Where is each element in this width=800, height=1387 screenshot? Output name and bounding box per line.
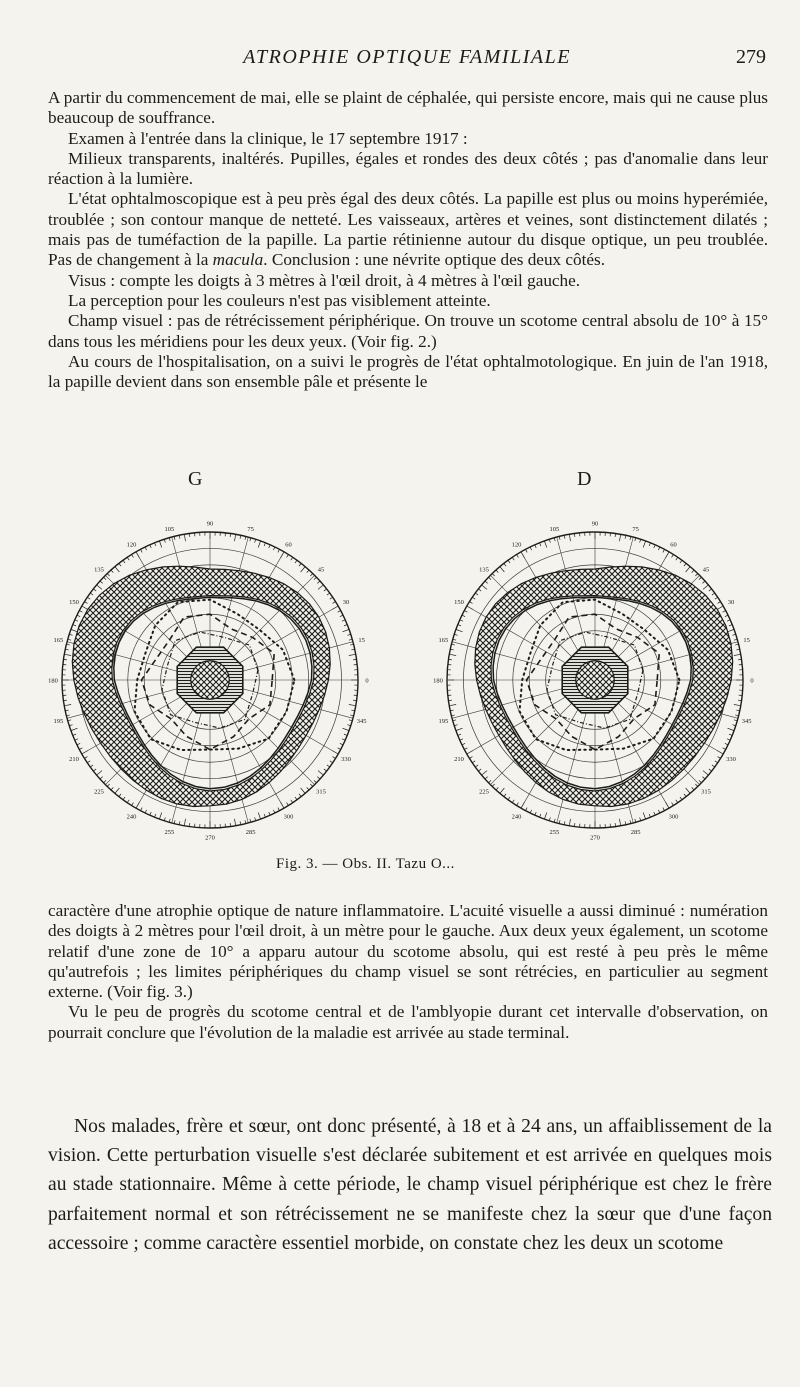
paragraph: Champ visuel : pas de rétrécissement périphérique. On trouve un scotome central absolu de 10° à 15° dans tous les méridiens pour les deux yeux. (Voir fig. 2.): [48, 311, 768, 351]
meridian-label: 15: [743, 636, 750, 644]
meridian-label: 45: [702, 566, 710, 574]
meridian-label: 210: [454, 756, 464, 763]
meridian-label: 195: [53, 718, 64, 726]
meridian-label: 180: [433, 677, 443, 685]
meridian-label: 240: [126, 813, 137, 821]
left-visual-field-chart: [48, 521, 369, 842]
meridian-label: 105: [164, 525, 175, 533]
meridian-label: 60: [670, 541, 677, 549]
paragraph: caractère d'une atrophie optique de nature inflammatoire. L'acuité visuelle a aussi diminué : numération des doigts à 2 mètres pour l'œil droit, à un mètre pour le gauche. Aux deux yeux également, un scotome relatif d'une zone de 10° a apparu autour du scotome absolu, qui est resté à peu près le même qu'autrefois ; les limites périphériques du champ visuel se sont rétrécies, en particulier au segment externe. (Voir fig. 3.): [48, 901, 768, 1002]
meridian-label: 225: [479, 788, 489, 796]
meridian-label: 135: [94, 566, 104, 574]
meridian-label: 105: [549, 525, 560, 533]
left-eye-label: G: [188, 468, 203, 490]
paragraph: [48, 189, 768, 270]
meridian-label: 255: [549, 829, 560, 837]
macula-term: macula: [212, 250, 264, 270]
meridian-label: 345: [356, 718, 367, 726]
meridian-label: 330: [341, 756, 351, 763]
meridian-label: 300: [283, 813, 294, 821]
meridian-label: 45: [317, 566, 325, 574]
running-title: ATROPHIE OPTIQUE FAMILIALE: [243, 46, 571, 68]
meridian-label: 75: [247, 525, 254, 533]
paragraph: La perception pour les couleurs n'est pas visiblement atteinte.: [68, 290, 491, 310]
paragraph: Examen à l'entrée dans la clinique, le 17 septembre 1917 :: [68, 128, 468, 148]
large-text-block: [48, 1112, 772, 1258]
meridian-label: 270: [205, 834, 215, 842]
meridian-label: 225: [94, 788, 104, 796]
paragraph: Milieux transparents, inaltérés. Pupilles, égales et rondes des deux côtés ; pas d'anomalie dans leur réaction à la lumière.: [48, 148, 768, 189]
page-number: 279: [736, 46, 766, 68]
meridian-label: 330: [726, 756, 736, 763]
meridian-label: 345: [741, 718, 752, 726]
page-header: [48, 46, 766, 74]
figure-caption: Fig. 3. — Obs. II. Tazu O...: [276, 856, 455, 872]
meridian-label: 15: [358, 636, 365, 644]
meridian-label: 240: [511, 813, 522, 821]
meridian-label: 150: [69, 599, 79, 606]
right-visual-field-chart: [433, 521, 754, 842]
meridian-label: 315: [316, 788, 326, 796]
meridian-label: 60: [285, 541, 292, 549]
paragraph: Vu le peu de progrès du scotome central et de l'amblyopie durant cet intervalle d'observation, on pourrait conclure que l'évolution de la maladie est arrivée au stade terminal.: [48, 1002, 768, 1042]
meridian-label: 30: [342, 599, 350, 606]
meridian-label: 90: [591, 520, 599, 528]
paragraph-text: L'état ophtalmoscopique est à peu près égal des deux côtés. La papille est plus ou moins hyperémiée, troublée ; son contour manque de netteté. Les vaisseaux, artères et veines, sont distinctement dilatés ; mais pas de tuméfaction de la papille. La partie rétinienne autour du disque optique, un peu troublée. Pas de changement à la: [48, 189, 768, 270]
meridian-label: 0: [750, 677, 754, 685]
paragraph: Au cours de l'hospitalisation, on a suivi le progrès de l'état ophtalmotologique. En juin de l'an 1918, la papille devient dans son ensemble pâle et présente le: [48, 351, 768, 392]
meridian-label: 90: [206, 520, 214, 528]
meridian-label: 195: [438, 718, 449, 726]
meridian-label: 210: [69, 756, 79, 763]
meridian-label: 120: [511, 541, 522, 549]
meridian-label: 150: [454, 599, 464, 606]
meridian-label: 285: [630, 829, 641, 837]
visual-field-charts: [30, 460, 770, 850]
figure-3: [30, 460, 770, 880]
meridian-label: 270: [590, 834, 600, 842]
meridian-label: 135: [479, 566, 489, 574]
paragraph-text: . Conclusion : une névrite optique des deux côtés.: [263, 250, 606, 270]
meridian-label: 300: [668, 813, 679, 821]
meridian-label: 120: [126, 541, 137, 549]
paragraph: Nos malades, frère et sœur, ont donc présenté, à 18 et à 24 ans, un affaiblissement de la vision. Cette perturbation visuelle s'est déclarée subitement et est arrivée en quelques mois au stade stationnaire. Même à cette période, le champ visuel périphérique est chez le frère parfaitement normal et son rétrécissement ne se manifeste chez la sœur que d'une façon accessoire ; comme caractère essentiel morbide, on constate chez les deux un scotome: [48, 1116, 772, 1254]
meridian-label: 285: [245, 829, 256, 837]
top-text-block: [48, 88, 768, 392]
meridian-label: 75: [632, 525, 639, 533]
meridian-label: 255: [164, 829, 175, 837]
meridian-label: 165: [53, 636, 64, 644]
paragraph: Visus : compte les doigts à 3 mètres à l'œil droit, à 4 mètres à l'œil gauche.: [68, 270, 581, 290]
bottom-text-block: [48, 901, 768, 1043]
meridian-label: 180: [48, 677, 58, 685]
meridian-label: 0: [365, 677, 369, 685]
right-eye-label: D: [577, 468, 592, 490]
meridian-label: 30: [727, 599, 735, 606]
paragraph: A partir du commencement de mai, elle se plaint de céphalée, qui persiste encore, mais qui ne cause plus beaucoup de souffrance.: [48, 88, 768, 128]
meridian-label: 165: [438, 636, 449, 644]
meridian-label: 315: [701, 788, 711, 796]
